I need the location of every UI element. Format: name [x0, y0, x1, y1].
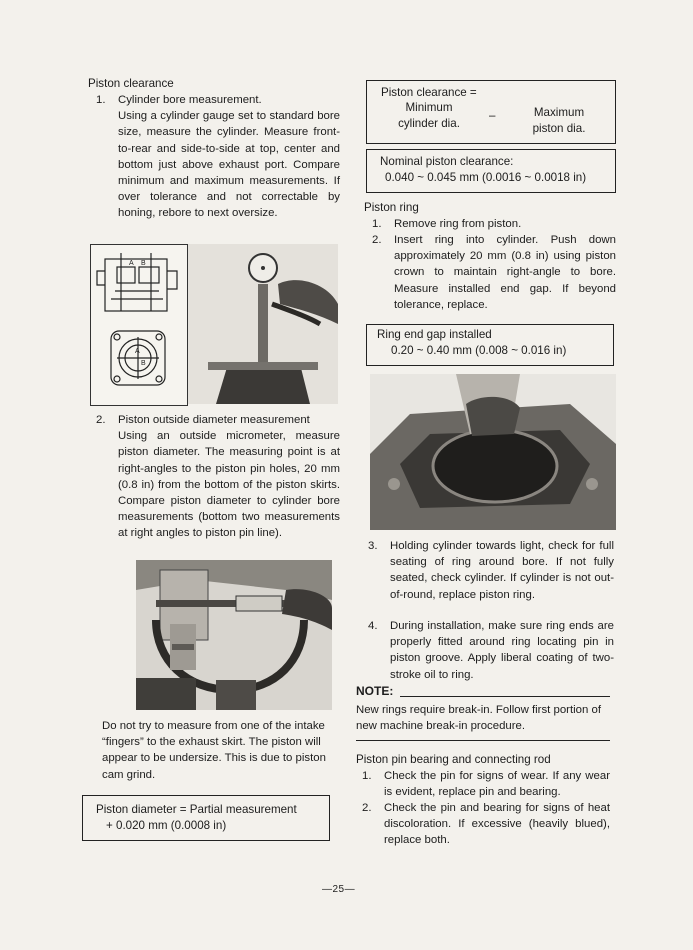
diagram-label: A: [135, 348, 140, 355]
list-item-body: Remove ring from piston.: [394, 218, 522, 230]
section-heading-piston-pin: Piston pin bearing and connecting rod: [356, 753, 551, 766]
nominal-clearance-title: Nominal piston clearance:: [380, 155, 514, 168]
list-item-body: Using a cylinder gauge set to standard bore size, measure the cylinder. Measure front-to-rear and side-to-side at top, center and bottom just above exhaust port. Compare minimum and maximum measurements. If over tolerance and not correctable by honing, rebore to next oversize.: [118, 110, 340, 220]
list-item-body: Check the pin and bearing for signs of heat discoloration. If excessive (heavily blued), replace both.: [384, 802, 610, 847]
section-heading-piston-ring: Piston ring: [364, 201, 419, 214]
list-item-body: Check the pin for signs of wear. If any wear is evident, replace pin and bearing.: [384, 770, 610, 799]
list-number: 1.: [362, 770, 372, 782]
note-label: NOTE:: [356, 684, 394, 698]
formula-line-1: Piston diameter = Partial measurement: [96, 803, 297, 816]
section-heading-piston-clearance: Piston clearance: [88, 77, 174, 90]
piston-diameter-formula-box: [82, 795, 330, 841]
list-number: 1.: [96, 94, 106, 106]
nominal-clearance-value: 0.040 ~ 0.045 mm (0.0016 ~ 0.0018 in): [385, 171, 587, 184]
minimum-label-2: cylinder dia.: [398, 117, 460, 130]
ring-gap-value: 0.20 ~ 0.40 mm (0.008 ~ 0.016 in): [391, 344, 567, 357]
micrometer-photo: [136, 560, 332, 710]
list-number: 3.: [368, 540, 378, 552]
ring-end-gap-box: [366, 324, 614, 366]
list-item-title: Piston outside diameter measurement: [118, 414, 310, 426]
list-item-title: Cylinder bore measurement.: [118, 94, 262, 106]
list-number: 2.: [362, 802, 372, 814]
formula-line-2: + 0.020 mm (0.0008 in): [106, 819, 227, 832]
list-item-body: Insert ring into cylinder. Push down approximately 20 mm (0.8 in) using piston crown to maintain right-angle to bore. Measure installed end gap. If beyond tolerance, replace.: [394, 234, 616, 311]
maximum-label-2: piston dia.: [532, 122, 586, 135]
formula-title: Piston clearance =: [381, 86, 477, 99]
cylinder-diagram-figure: [90, 244, 188, 406]
list-item-insert-ring: [372, 232, 616, 314]
list-number: 2.: [372, 234, 382, 246]
note-rule-bottom: [356, 740, 610, 741]
page-number: —25—: [322, 884, 356, 895]
list-item-cylinder-bore: [96, 92, 340, 242]
cylinder-gauge-photo: [188, 244, 338, 404]
list-item-body: Using an outside micrometer, measure piston diameter. The measuring point is at right-angles to the piston pin holes, 20 mm (0.8 in) from the bottom of the piston skirts. Compare piston diameter to cylinder bore measurements (bottom two measurements at right angles to piston pin line).: [118, 430, 340, 540]
ring-in-cylinder-photo: [370, 374, 616, 530]
ring-gap-title: Ring end gap installed: [377, 328, 492, 341]
formula-minimum: [381, 100, 477, 132]
formula-maximum: [517, 105, 601, 137]
formula-minus: –: [489, 109, 496, 122]
minimum-label: Minimum: [405, 101, 453, 114]
list-item-piston-outside-diameter: [96, 412, 340, 552]
list-item-check-pin: [362, 768, 612, 802]
list-item-check-bearing: [362, 800, 612, 850]
list-item-holding-cylinder: [368, 538, 612, 618]
maximum-label: Maximum: [533, 106, 585, 119]
piston-clearance-formula-box: [366, 80, 616, 144]
diagram-label: B: [141, 360, 146, 367]
diagram-label: B: [141, 260, 146, 267]
list-item-body: During installation, make sure ring ends are properly fitted around ring locating pin in piston groove. Apply liberal coating of two-stroke oil to ring.: [390, 620, 614, 681]
note-rule-top: [400, 696, 610, 697]
list-item-body: Holding cylinder towards light, check for full seating of ring around bore. If not fully seated, check cylinder. If cylinder is not out-of-round, replace piston ring.: [390, 540, 614, 601]
cylinder-diagram-icon: [91, 245, 187, 405]
warning-text: Do not try to measure from one of the intake “fingers” to the exhaust skirt. The piston will appear to be undersize. This is due to piston cam grind.: [102, 720, 326, 781]
list-number: 1.: [372, 218, 382, 230]
list-item-remove-ring: [372, 216, 616, 232]
note-text: New rings require break-in. Follow first portion of new machine break-in procedure.: [356, 704, 601, 733]
list-item-installation: [368, 618, 612, 686]
diagram-label: A: [129, 260, 134, 267]
nominal-clearance-box: [366, 149, 616, 193]
list-number: 4.: [368, 620, 378, 632]
list-number: 2.: [96, 414, 106, 426]
